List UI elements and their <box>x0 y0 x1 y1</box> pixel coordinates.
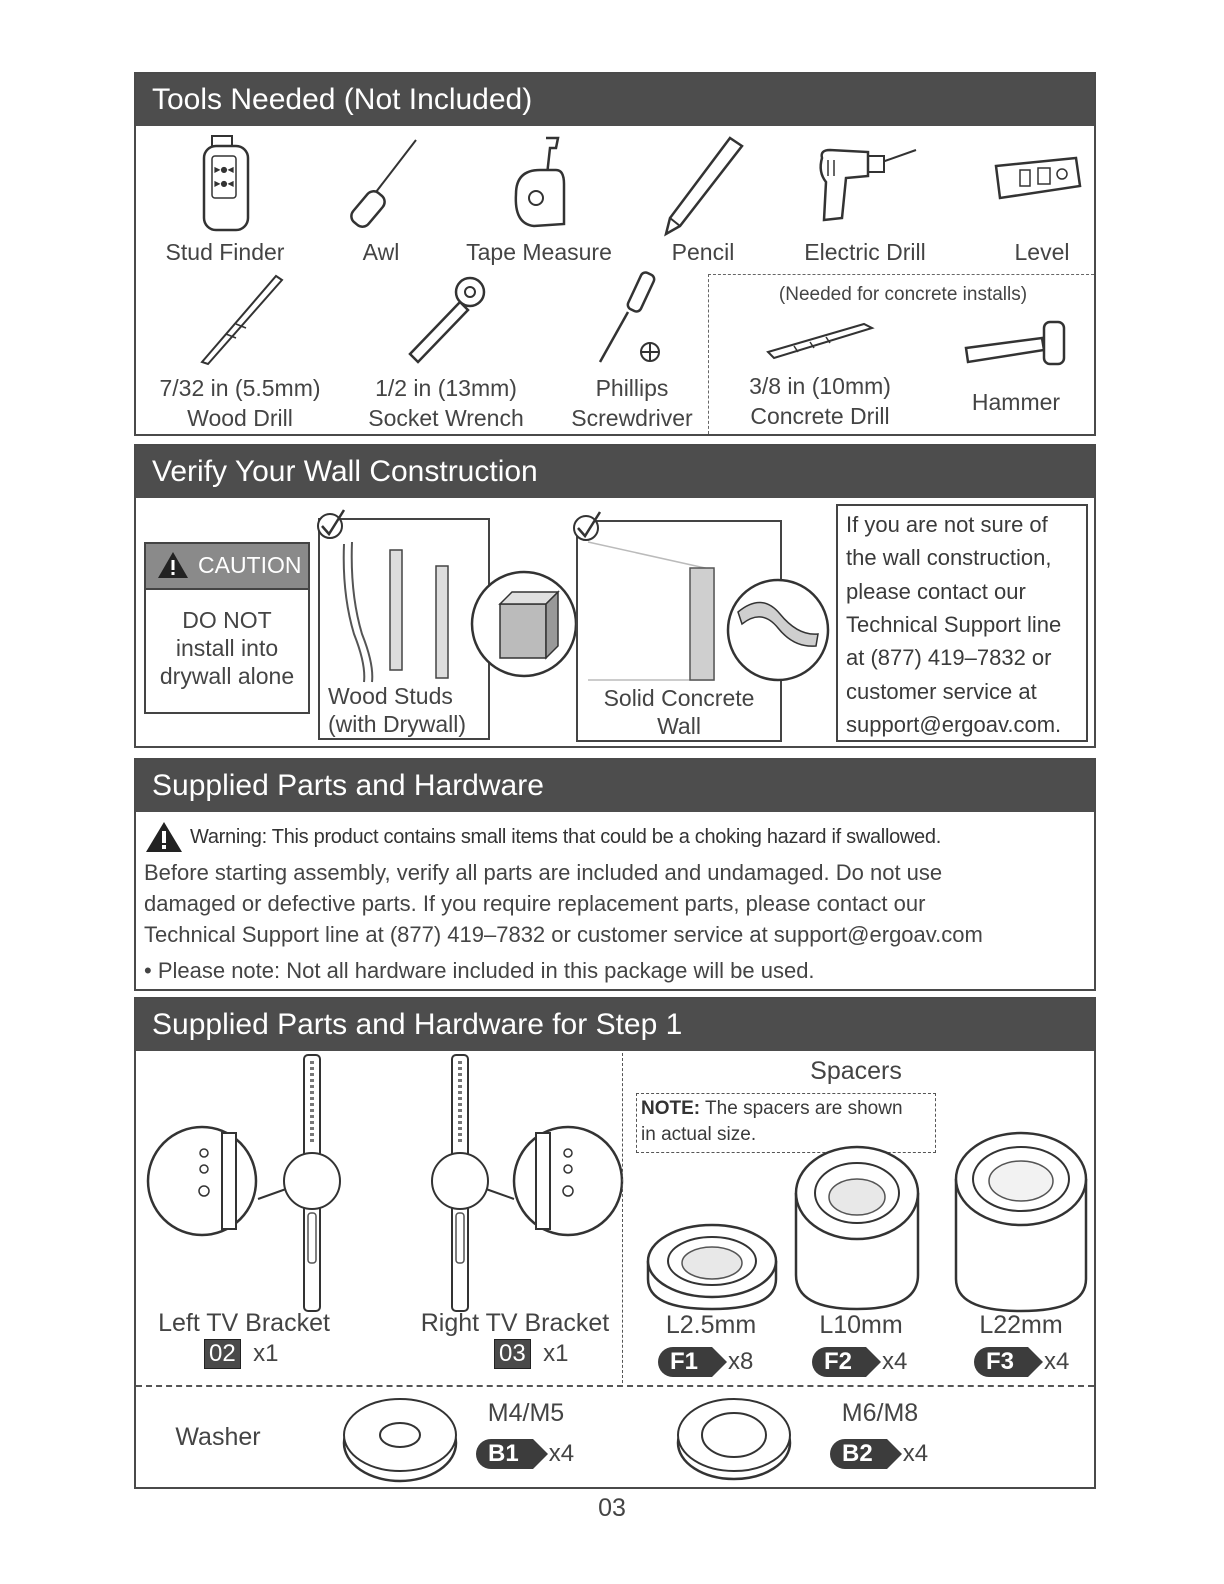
concrete-drill-bit-icon <box>764 318 876 360</box>
support-line-4: Technical Support line <box>846 612 1062 637</box>
support-line-7: support@ergoav.com. <box>846 712 1062 737</box>
support-line-3: please contact our <box>846 579 1026 604</box>
page-number: 03 <box>598 1494 626 1522</box>
tool-label-tape-measure: Tape Measure <box>466 239 612 265</box>
concrete-note: (Needed for concrete installs) <box>778 284 1028 305</box>
tool-label-socket-wrench: Socket Wrench <box>368 405 524 431</box>
right-bracket-code-row <box>494 1339 569 1369</box>
tool-label-hammer: Hammer <box>971 389 1061 415</box>
tool-label-wood-drill-size: 7/32 in (5.5mm) <box>159 375 321 401</box>
washer-b1-qty: x4 <box>548 1440 575 1467</box>
spacer-f1-illustration <box>646 1213 778 1313</box>
spacer-f2-code: F2 <box>812 1347 866 1377</box>
washer-label: Washer <box>175 1423 261 1451</box>
support-line-6: customer service at <box>846 679 1037 704</box>
washer-b2-size: M6/M8 <box>841 1399 919 1427</box>
wood-studs-illustration <box>306 504 576 684</box>
left-bracket-name: Left TV Bracket <box>158 1309 330 1337</box>
stud-finder-icon <box>198 134 258 234</box>
wood-studs-label-1: Wood Studs <box>328 683 453 709</box>
washer-b1-illustration <box>340 1395 460 1485</box>
tool-label-concrete-drill-size: 3/8 in (10mm) <box>749 373 891 399</box>
washer-b2-code-row <box>830 1439 928 1469</box>
step1-header: Supplied Parts and Hardware for Step 1 <box>136 999 1094 1051</box>
concrete-label-2: Wall <box>657 713 701 739</box>
support-line-2: the wall construction, <box>846 545 1052 570</box>
support-box <box>836 504 1088 742</box>
wood-drill-bit-icon <box>196 272 286 368</box>
left-bracket-code-row <box>204 1339 279 1369</box>
right-bracket-qty: x1 <box>543 1340 569 1367</box>
spacers-note-text-1: The spacers are shown <box>705 1098 903 1119</box>
spacer-f1-code-row <box>658 1347 753 1377</box>
spacer-f3-size: L22mm <box>979 1311 1063 1339</box>
wood-studs-label-2: (with Drywall) <box>328 711 466 737</box>
pencil-icon <box>660 134 746 238</box>
spacer-f1-code: F1 <box>658 1347 712 1377</box>
concrete-label-1: Solid Concrete <box>603 685 755 711</box>
right-tv-bracket-illustration <box>428 1053 628 1313</box>
spacer-f2-qty: x4 <box>882 1348 908 1375</box>
tape-measure-icon <box>506 134 576 234</box>
parts-line-3: Technical Support line at (877) 419–7832 or customer service at support@ergoav.com <box>144 922 983 947</box>
tool-label-pencil: Pencil <box>671 239 735 265</box>
socket-wrench-icon <box>398 272 494 368</box>
left-tv-bracket-illustration <box>146 1053 346 1313</box>
spacer-f1-qty: x8 <box>728 1348 754 1375</box>
right-bracket-name: Right TV Bracket <box>420 1309 610 1337</box>
spacer-f1-size: L2.5mm <box>665 1311 757 1339</box>
spacer-f3-qty: x4 <box>1044 1348 1070 1375</box>
tool-label-stud-finder: Stud Finder <box>165 239 285 265</box>
spacer-f2-size: L10mm <box>819 1311 903 1339</box>
svg-text:▶●◀: ▶●◀ <box>214 179 234 188</box>
tool-label-socket-size: 1/2 in (13mm) <box>375 375 517 401</box>
phillips-screwdriver-icon <box>590 270 670 370</box>
washer-b1-code-row <box>476 1439 574 1469</box>
caution-line-1: DO NOT <box>182 607 272 633</box>
washer-b2-qty: x4 <box>902 1440 929 1467</box>
horizontal-divider <box>136 1385 1094 1387</box>
spacers-title: Spacers <box>810 1057 902 1085</box>
right-bracket-code: 03 <box>494 1339 531 1369</box>
tool-label-phillips: Phillips <box>595 375 669 401</box>
svg-text:▶●◀: ▶●◀ <box>214 165 234 174</box>
tool-label-awl: Awl <box>362 239 400 265</box>
caution-banner <box>146 544 308 590</box>
warning-text: Warning: This product contains small items that could be a choking hazard if swallowed. <box>190 826 941 848</box>
parts-line-1: Before starting assembly, verify all parts are included and undamaged. Do not use <box>144 860 943 885</box>
parts-header: Supplied Parts and Hardware <box>136 760 1094 812</box>
washer-b2-illustration <box>674 1393 794 1483</box>
wall-header: Verify Your Wall Construction <box>136 446 1094 498</box>
warning-icon <box>144 820 184 854</box>
caution-line-2: install into <box>175 635 279 661</box>
washer-b1-size: M4/M5 <box>487 1399 565 1427</box>
parts-note: • Please note: Not all hardware included in this package will be used. <box>144 958 815 983</box>
spacers-note-row-1 <box>641 1098 903 1120</box>
level-icon <box>992 152 1084 202</box>
tool-label-level: Level <box>1014 239 1070 265</box>
left-bracket-code: 02 <box>204 1339 241 1369</box>
washer-b2-code: B2 <box>830 1439 887 1469</box>
tool-label-wood-drill: Wood Drill <box>187 405 293 431</box>
spacer-f2-code-row <box>812 1347 907 1377</box>
spacers-note-text-2: in actual size. <box>641 1124 757 1145</box>
washer-b1-code: B1 <box>476 1439 533 1469</box>
step1-section <box>134 997 1096 1489</box>
awl-icon <box>336 136 426 232</box>
tool-label-electric-drill: Electric Drill <box>804 239 926 265</box>
spacer-f3-code: F3 <box>974 1347 1028 1377</box>
support-line-1: If you are not sure of <box>846 512 1048 537</box>
hammer-icon <box>962 316 1072 372</box>
concrete-wall-illustration <box>566 506 828 686</box>
spacer-f2-illustration <box>794 1139 920 1311</box>
wall-section <box>134 444 1096 748</box>
vertical-divider <box>622 1053 623 1383</box>
caution-title: CAUTION <box>198 552 302 578</box>
spacer-f3-illustration <box>954 1129 1088 1313</box>
tool-label-concrete-drill: Concrete Drill <box>750 403 890 429</box>
tool-label-screwdriver: Screwdriver <box>571 405 693 431</box>
parts-section <box>134 758 1096 991</box>
electric-drill-icon <box>812 142 920 226</box>
support-line-5: at (877) 419–7832 or <box>846 645 1052 670</box>
caution-box <box>144 542 310 714</box>
caution-line-3: drywall alone <box>159 663 295 689</box>
spacer-f3-code-row <box>974 1347 1069 1377</box>
tools-section <box>134 72 1096 436</box>
parts-line-2: damaged or defective parts. If you require replacement parts, please contact our <box>144 891 926 916</box>
left-bracket-qty: x1 <box>253 1340 279 1367</box>
tools-header: Tools Needed (Not Included) <box>136 74 1094 126</box>
caution-warning-icon <box>156 550 190 580</box>
spacers-note-bold: NOTE: <box>641 1098 701 1119</box>
